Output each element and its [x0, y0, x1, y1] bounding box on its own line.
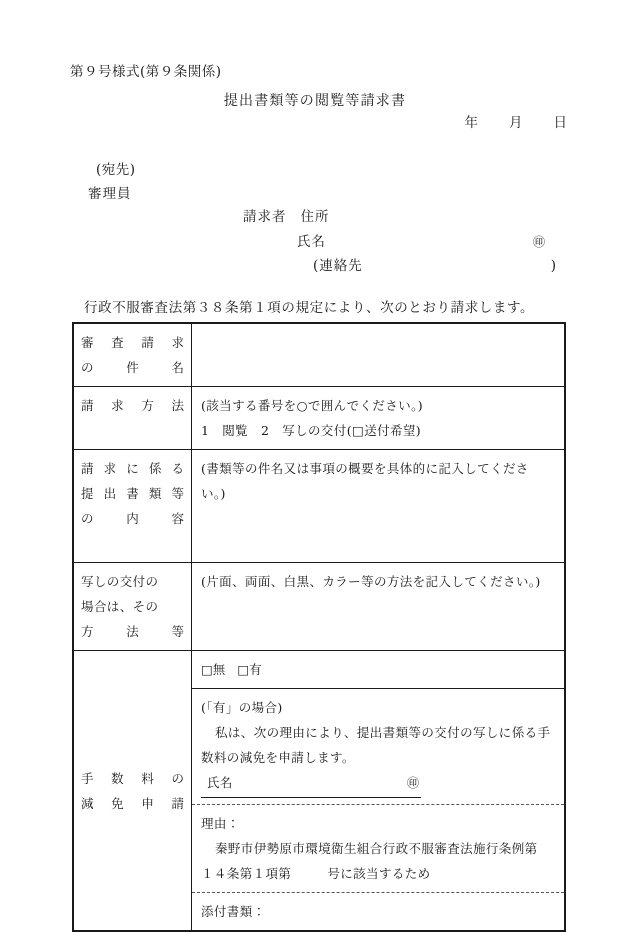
date-year-label: 年 [464, 115, 479, 131]
fee-waiver-subtable [192, 651, 564, 930]
row-label-method: 請求方法 [73, 387, 192, 450]
row-label-fee-waiver: 手数料の 減免申請 [73, 651, 192, 932]
fee-case-note: (「有」の場合) [201, 700, 283, 715]
row-label-subject: 審査請求 の件名 [73, 323, 192, 387]
table-row [73, 651, 565, 932]
seal-icon: ㊞ [532, 235, 545, 249]
attachment-label: 添付書類： [201, 904, 266, 919]
fee-reason-line2: １４条第１項第 号に該当するため [201, 866, 431, 881]
address-label: 住所 [300, 209, 330, 225]
table-row [73, 323, 565, 387]
method-options[interactable]: 1 閲覧 2 写しの交付(□送付希望) [201, 423, 422, 438]
name-label: 氏名 [297, 234, 326, 250]
row-label-copy-method: 写しの交付の 場合は、その 方法等 [73, 563, 192, 651]
row-field-method[interactable] [192, 387, 566, 450]
fee-statement-cell[interactable] [192, 689, 564, 805]
requester-name-row [297, 230, 545, 250]
requester-address-row [243, 205, 330, 225]
fee-reason-cell[interactable] [192, 805, 564, 893]
addressee-label: (宛先) [96, 162, 136, 178]
row-label-documents: 請求に係る 提出書類等 の内容 [73, 450, 192, 563]
fee-reason-line1: 秦野市伊勢原市環境衛生組合行政不服審査法施行条例第 [215, 841, 538, 856]
fee-statement-line2: 数料の減免を申請します。 氏名 ㊞ [201, 745, 556, 798]
fee-statement-row [192, 689, 564, 805]
contact-close-paren: ) [550, 258, 557, 274]
checkbox-none[interactable]: □無 [201, 662, 226, 677]
document-title: 提出書類等の閲覧等請求書 [223, 93, 407, 109]
fee-name-label: 氏名 [207, 775, 233, 790]
date-month-label: 月 [509, 115, 524, 131]
fee-attachment-cell[interactable] [192, 893, 564, 931]
intro-paragraph: 行政不服審査法第３８条第１項の規定により、次のとおり請求します。 [84, 300, 535, 316]
fee-attachment-row [192, 893, 564, 931]
row-field-copy-method[interactable]: (片面、両面、白黒、カラー等の方法を記入してください。) [192, 563, 566, 651]
fee-checkbox-row [192, 651, 564, 689]
fee-reason-row [192, 805, 564, 893]
seal-icon: ㊞ [406, 776, 419, 790]
fee-statement-line1: 私は、次の理由により、提出書類等の交付の写しに係る手 [215, 725, 551, 740]
form-number: 第９号様式(第９条関係) [70, 64, 222, 80]
date-line [465, 111, 569, 131]
checkbox-yes[interactable]: □有 [237, 662, 262, 677]
row-field-documents[interactable]: (書類等の件名又は事項の概要を具体的に記入してくださ い。) [192, 450, 566, 563]
requester-label: 請求者 [243, 209, 287, 225]
date-day-label: 日 [553, 115, 568, 131]
addressee-name: 審理員 [88, 186, 132, 202]
fee-checkbox-cell[interactable] [192, 651, 564, 689]
method-instruction: (該当する番号を○で囲んでください。) [201, 398, 424, 413]
contact-open-label: (連絡先 [313, 258, 363, 274]
fee-reason-label: 理由： [201, 816, 240, 831]
table-row [73, 563, 565, 651]
row-field-subject[interactable] [192, 323, 566, 387]
table-row [73, 450, 565, 563]
request-form-table [72, 322, 566, 932]
fee-name-field[interactable] [201, 770, 421, 798]
contact-row [313, 254, 557, 274]
row-field-fee-waiver [192, 651, 566, 932]
table-row [73, 387, 565, 450]
